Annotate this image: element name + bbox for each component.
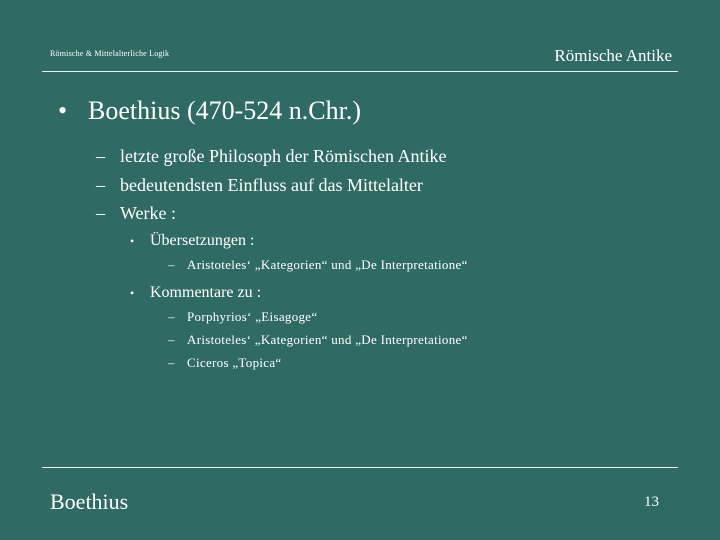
commentary-item bbox=[168, 332, 468, 348]
commentary-text: Porphyrios‘ „Eisagoge“ bbox=[187, 309, 318, 324]
dash-icon: – bbox=[96, 146, 105, 166]
translation-text: Aristoteles‘ „Kategorien“ und „De Interpretatione“ bbox=[187, 257, 468, 272]
dash-icon: – bbox=[168, 309, 175, 324]
page-number: 13 bbox=[644, 494, 659, 510]
point-text: Werke : bbox=[120, 203, 177, 223]
translation-item bbox=[168, 257, 468, 273]
bullet-icon: • bbox=[130, 286, 135, 300]
dash-icon: – bbox=[168, 257, 175, 272]
translations-heading bbox=[130, 232, 254, 250]
commentaries-label: Kommentare zu : bbox=[150, 284, 262, 301]
footer-title: Boethius bbox=[50, 489, 129, 514]
dash-icon: – bbox=[96, 203, 105, 223]
bullet-icon: • bbox=[58, 96, 68, 125]
translations-label: Übersetzungen : bbox=[150, 232, 255, 249]
main-bullet-text: Boethius (470-524 n.Chr.) bbox=[88, 96, 361, 125]
commentary-item bbox=[168, 355, 282, 371]
section-title: Römische Antike bbox=[554, 46, 672, 65]
commentary-text: Aristoteles‘ „Kategorien“ und „De Interpretatione“ bbox=[187, 332, 468, 347]
dash-icon: – bbox=[168, 355, 175, 370]
main-bullet bbox=[58, 96, 361, 126]
commentary-item bbox=[168, 309, 317, 325]
point-item bbox=[96, 175, 423, 196]
commentary-text: Ciceros „Topica“ bbox=[187, 355, 282, 370]
footer-divider bbox=[42, 467, 678, 468]
dash-icon: – bbox=[96, 175, 105, 195]
course-title: Römische & Mittelalterliche Logik bbox=[50, 49, 170, 58]
point-text: bedeutendsten Einfluss auf das Mittelalter bbox=[120, 175, 423, 195]
commentaries-heading bbox=[130, 284, 261, 302]
header-divider bbox=[42, 71, 678, 72]
bullet-icon: • bbox=[130, 234, 135, 248]
point-item bbox=[96, 146, 446, 167]
point-item bbox=[96, 203, 176, 224]
point-text: letzte große Philosoph der Römischen Antike bbox=[120, 146, 447, 166]
dash-icon: – bbox=[168, 332, 175, 347]
